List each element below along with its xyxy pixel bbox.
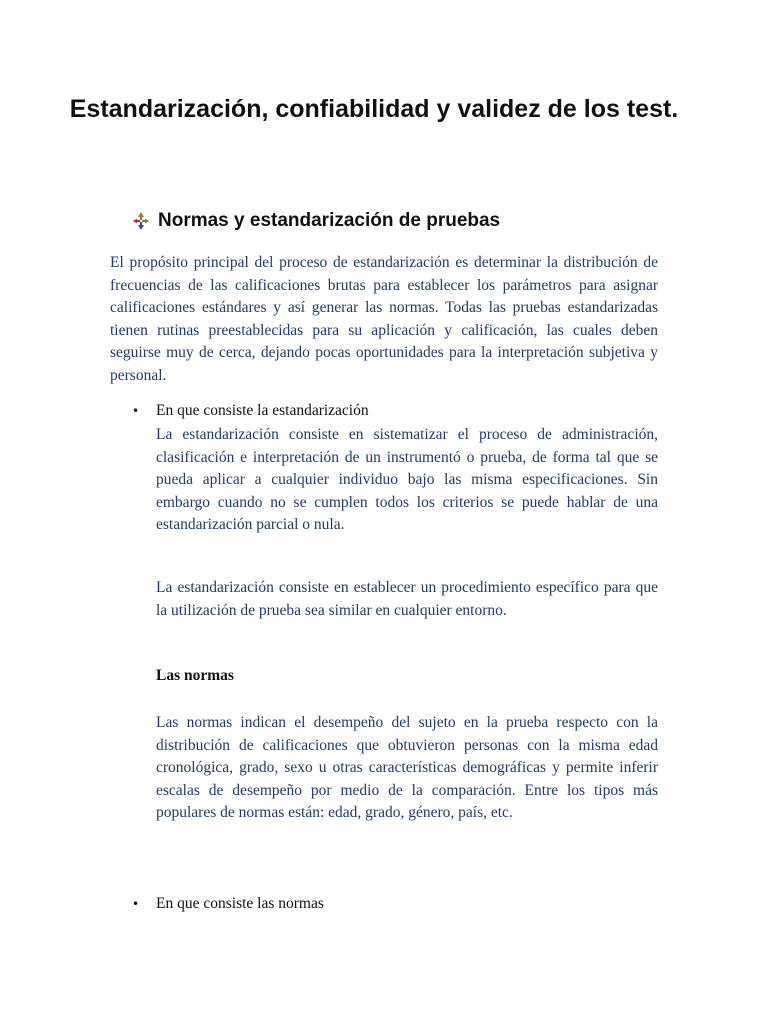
norms-heading: Las normas bbox=[156, 667, 234, 684]
intro-paragraph: El propósito principal del proceso de estandarización es determinar la distribución de frecuencias de las calificaciones brutas para establecer los parámetros para asignar calificaciones estándares y así generar las normas. Todas las pruebas estandarizadas tienen rutinas preestablecidas para su aplicación y calificación, las cuales deben seguirse muy de cerca, dejando pocas oportunidades para la interpretación subjetiva y personal. bbox=[110, 254, 658, 384]
bullet-item-standardization bbox=[132, 402, 369, 420]
bullet-label-standardization: En que consiste la estandarización bbox=[156, 402, 369, 419]
standardization-paragraph-2: La estandarización consiste en establecer un procedimiento específico para que la utilización de prueba sea similar en cualquier entorno. bbox=[156, 579, 658, 619]
bullet-dot-icon: • bbox=[132, 404, 140, 418]
norms-paragraph: Las normas indican el desempeño del sujeto en la prueba respecto con la distribución de calificaciones que obtuvieron personas con la misma edad cronológica, grado, sexo u otras características demográficas y permite inferir escalas de desempeño por medio de la comparación. Entre los tipos más populares de normas están: edad, grado, género, país, etc. bbox=[156, 714, 658, 822]
standardization-paragraph-1: La estandarización consiste en sistematizar el proceso de administración, clasificación e interpretación de un instrumentó o prueba, de forma tal que se pueda aplicar a cualquier individuo bajo las misma especificaciones. Sin embargo cuando no se cumplen todos los criterios se puede hablar de una estandarización parcial o nula. bbox=[156, 426, 658, 534]
bullet-label-norms: En que consiste las normas bbox=[156, 895, 324, 912]
four-arrow-bullet-icon bbox=[132, 211, 150, 231]
section-heading: Normas y estandarización de pruebas bbox=[158, 210, 501, 231]
section-heading-row bbox=[132, 210, 500, 232]
bullet-dot-icon: • bbox=[132, 897, 140, 911]
document-title: Estandarización, confiabilidad y validez de los test. bbox=[69, 95, 679, 123]
bullet-item-norms bbox=[132, 895, 324, 913]
